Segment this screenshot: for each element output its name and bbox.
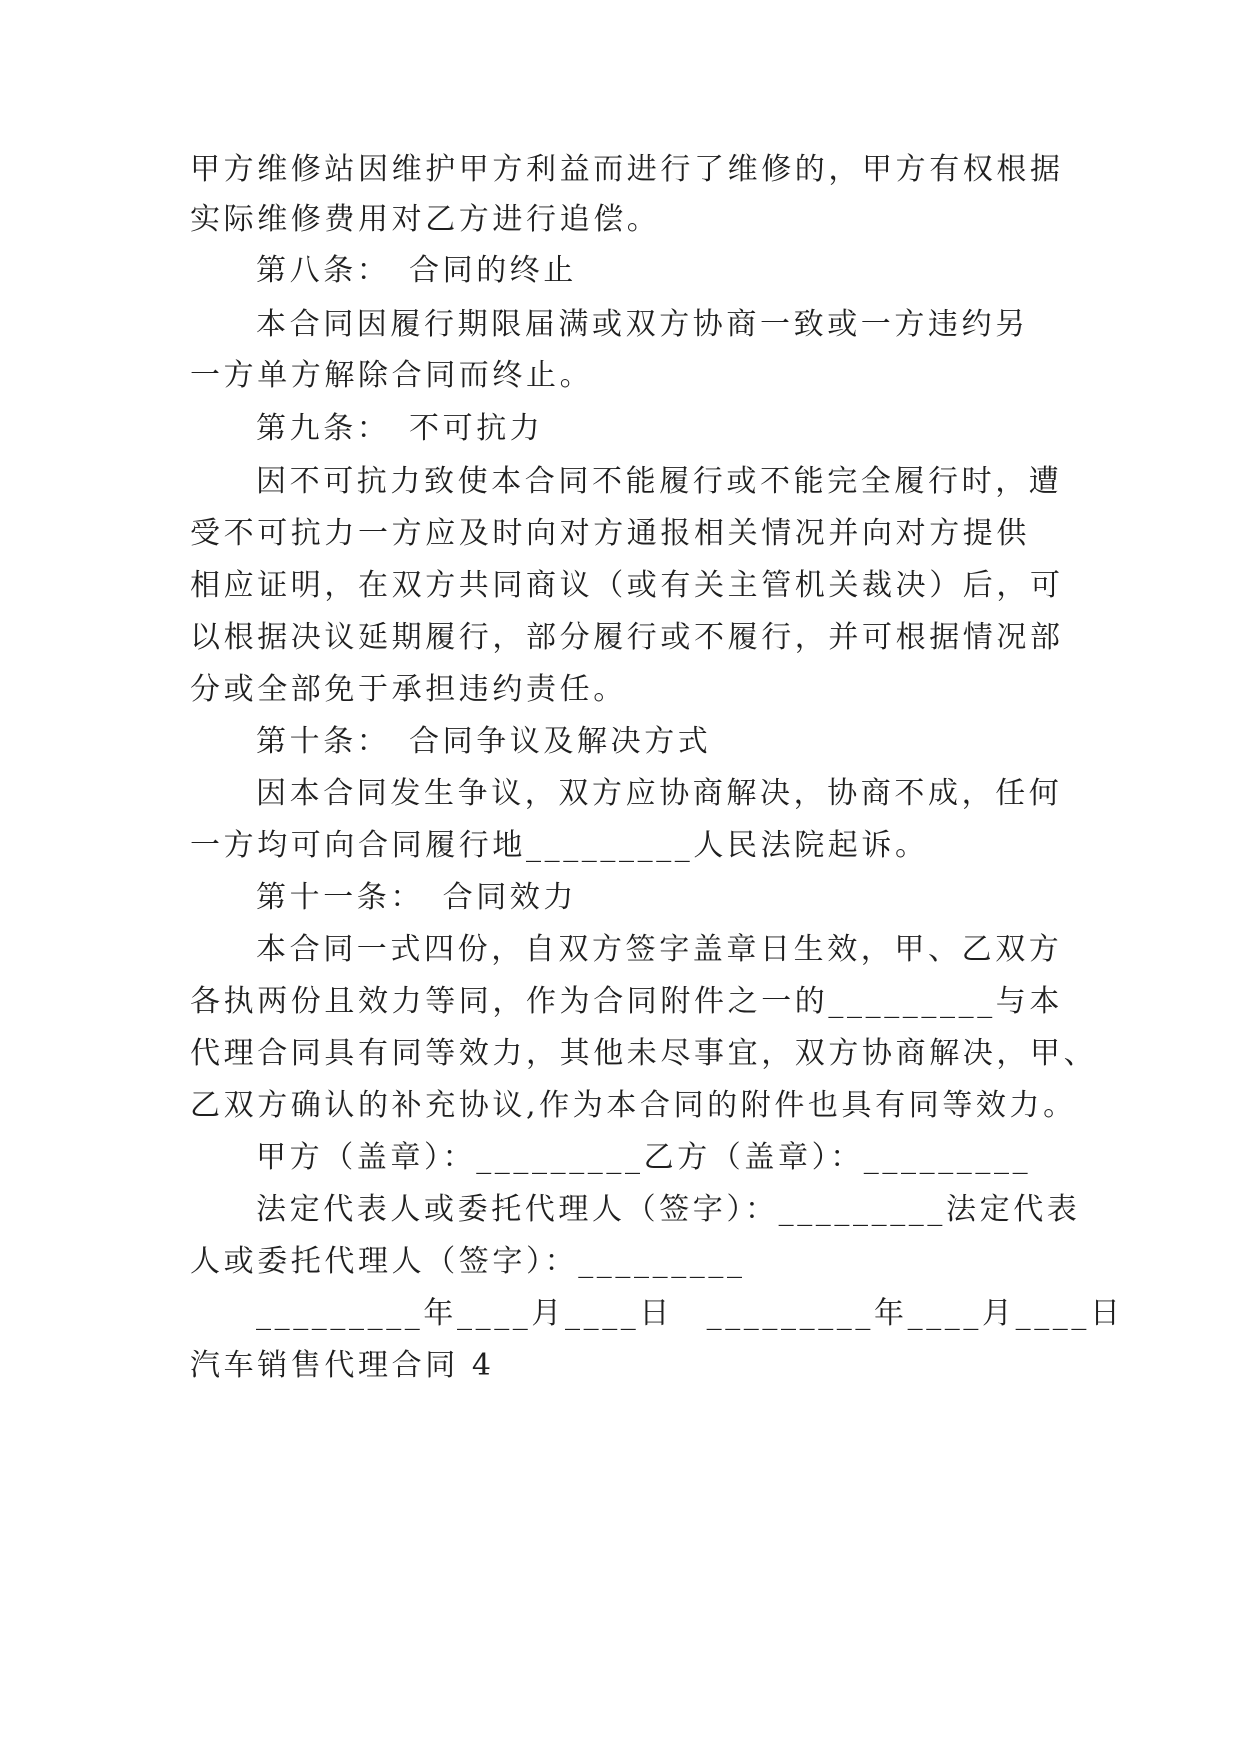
clause-heading-10: 第十条： 合同争议及解决方式 (256, 724, 712, 759)
clause-heading-11: 第十一条： 合同效力 (256, 880, 577, 915)
body-line: 各执两份且效力等同，作为合同附件之一的_________与本 (190, 984, 1063, 1019)
body-line: 实际维修费用对乙方进行追偿。 (190, 202, 661, 237)
clause-heading-8: 第八条： 合同的终止 (256, 253, 577, 288)
signature-rep-line: 人或委托代理人（签字）：_________ (190, 1244, 746, 1279)
body-line: 一方单方解除合同而终止。 (190, 358, 594, 393)
body-line: 乙双方确认的补充协议,作为本合同的附件也具有同等效力。 (190, 1088, 1077, 1123)
body-line: 本合同一式四份，自双方签字盖章日生效，甲、乙双方 (256, 932, 1063, 967)
body-line: 甲方维修站因维护甲方利益而进行了维修的，甲方有权根据 (190, 152, 1064, 187)
body-line: 因不可抗力致使本合同不能履行或不能完全履行时，遭 (256, 464, 1063, 499)
date-line: _________年____月____日 _________年____月____日 (256, 1296, 1124, 1331)
body-line: 分或全部免于承担违约责任。 (190, 672, 627, 707)
body-line: 受不可抗力一方应及时向对方通报相关情况并向对方提供 (190, 516, 1030, 551)
body-line: 因本合同发生争议，双方应协商解决，协商不成，任何 (256, 776, 1063, 811)
body-line: 一方均可向合同履行地_________人民法院起诉。 (190, 828, 929, 863)
signature-seal-line: 甲方（盖章）：_________乙方（盖章）：_________ (256, 1140, 1032, 1175)
section-title: 汽车销售代理合同 4 (190, 1348, 495, 1383)
body-line: 本合同因履行期限届满或双方协商一致或一方违约另 (256, 307, 1029, 342)
clause-heading-9: 第九条： 不可抗力 (256, 411, 544, 446)
body-line: 相应证明，在双方共同商议（或有关主管机关裁决）后，可 (190, 568, 1064, 603)
body-line: 以根据决议延期履行，部分履行或不履行，并可根据情况部 (190, 620, 1064, 655)
body-line: 代理合同具有同等效力，其他未尽事宜，双方协商解决，甲、 (190, 1036, 1098, 1071)
signature-rep-line: 法定代表人或委托代理人（签字）：_________法定代表 (256, 1192, 1081, 1227)
